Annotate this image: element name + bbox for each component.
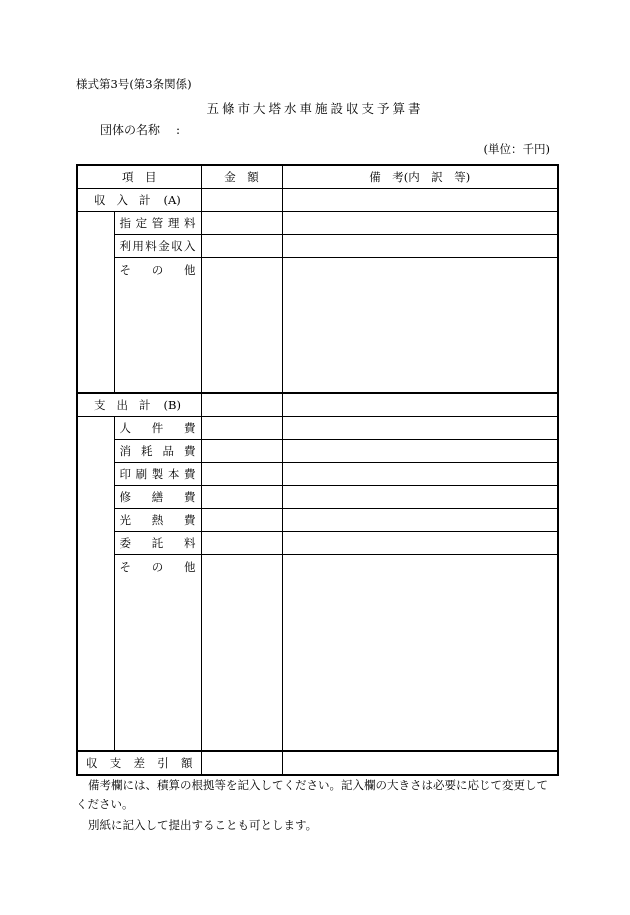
indent-cell	[77, 258, 114, 393]
amount-cell[interactable]	[201, 258, 282, 393]
income-total-text: 収入計	[94, 193, 162, 207]
remarks-cell[interactable]	[282, 439, 558, 462]
expense-item-row	[77, 531, 558, 554]
income-item-label: その他	[114, 258, 201, 393]
expense-item-row	[77, 416, 558, 439]
expense-item-label: 人件費	[114, 416, 201, 439]
column-header-amount: 金 額	[201, 165, 282, 189]
expense-item-row	[77, 485, 558, 508]
indent-cell	[77, 212, 114, 235]
balance-remarks-cell[interactable]	[282, 751, 558, 775]
organization-label: 団体の名称	[100, 123, 161, 137]
balance-label: 収支差引額	[77, 751, 201, 775]
remarks-cell[interactable]	[282, 212, 558, 235]
income-total-row	[77, 189, 558, 212]
income-item-label: 利用料金収入	[114, 235, 201, 258]
form-number: 様式第3号(第3条関係)	[76, 77, 192, 91]
balance-amount-cell[interactable]	[201, 751, 282, 775]
expense-item-row	[77, 508, 558, 531]
amount-cell[interactable]	[201, 508, 282, 531]
expense-item-label: 委託料	[114, 531, 201, 554]
amount-cell[interactable]	[201, 235, 282, 258]
amount-cell[interactable]	[201, 212, 282, 235]
organization-colon: :	[176, 123, 181, 137]
column-header-remarks: 備 考(内 訳 等)	[282, 165, 558, 189]
income-item-row	[77, 258, 558, 393]
indent-cell	[77, 508, 114, 531]
budget-table	[76, 164, 559, 776]
remarks-cell[interactable]	[282, 258, 558, 393]
indent-cell	[77, 439, 114, 462]
income-total-suffix: (A)	[163, 193, 181, 207]
expense-item-label: 消耗品費	[114, 439, 201, 462]
income-item-label: 指定管理料	[114, 212, 201, 235]
indent-cell	[77, 531, 114, 554]
income-total-label	[77, 189, 201, 212]
amount-cell[interactable]	[201, 439, 282, 462]
indent-cell	[77, 462, 114, 485]
indent-cell	[77, 485, 114, 508]
amount-cell[interactable]	[201, 554, 282, 751]
indent-cell	[77, 416, 114, 439]
expense-item-label: その他	[114, 554, 201, 751]
expense-total-remarks-cell[interactable]	[282, 393, 558, 417]
indent-cell	[77, 235, 114, 258]
expense-item-label: 光熱費	[114, 508, 201, 531]
unit-label: (単位：千円)	[483, 142, 550, 156]
expense-total-row	[77, 393, 558, 417]
balance-row	[77, 751, 558, 775]
income-total-remarks-cell[interactable]	[282, 189, 558, 212]
remarks-cell[interactable]	[282, 462, 558, 485]
amount-cell[interactable]	[201, 531, 282, 554]
income-item-row	[77, 235, 558, 258]
remarks-cell[interactable]	[282, 531, 558, 554]
expense-item-label: 修繕費	[114, 485, 201, 508]
organization-row	[100, 121, 180, 138]
note-separate-sheet: 別紙に記入して提出することも可とします。	[88, 818, 318, 832]
expense-total-suffix: (B)	[163, 397, 181, 412]
remarks-cell[interactable]	[282, 485, 558, 508]
column-header-item: 項 目	[77, 165, 201, 189]
expense-total-text: 支出計	[94, 397, 162, 412]
remarks-cell[interactable]	[282, 235, 558, 258]
income-total-amount-cell[interactable]	[201, 189, 282, 212]
expense-item-label: 印刷製本費	[114, 462, 201, 485]
indent-cell	[77, 554, 114, 751]
amount-cell[interactable]	[201, 462, 282, 485]
remarks-cell[interactable]	[282, 554, 558, 751]
expense-item-row	[77, 554, 558, 751]
amount-cell[interactable]	[201, 416, 282, 439]
amount-cell[interactable]	[201, 485, 282, 508]
expense-total-amount-cell[interactable]	[201, 393, 282, 417]
note-remarks-instruction: 備考欄には、積算の根拠等を記入してください。記入欄の大きさは必要に応じて変更してください。	[76, 778, 548, 811]
remarks-cell[interactable]	[282, 416, 558, 439]
expense-item-row	[77, 462, 558, 485]
document-title: 五條市大塔水車施設収支予算書	[206, 101, 424, 116]
remarks-cell[interactable]	[282, 508, 558, 531]
income-item-row	[77, 212, 558, 235]
expense-item-row	[77, 439, 558, 462]
expense-total-label	[77, 393, 201, 417]
